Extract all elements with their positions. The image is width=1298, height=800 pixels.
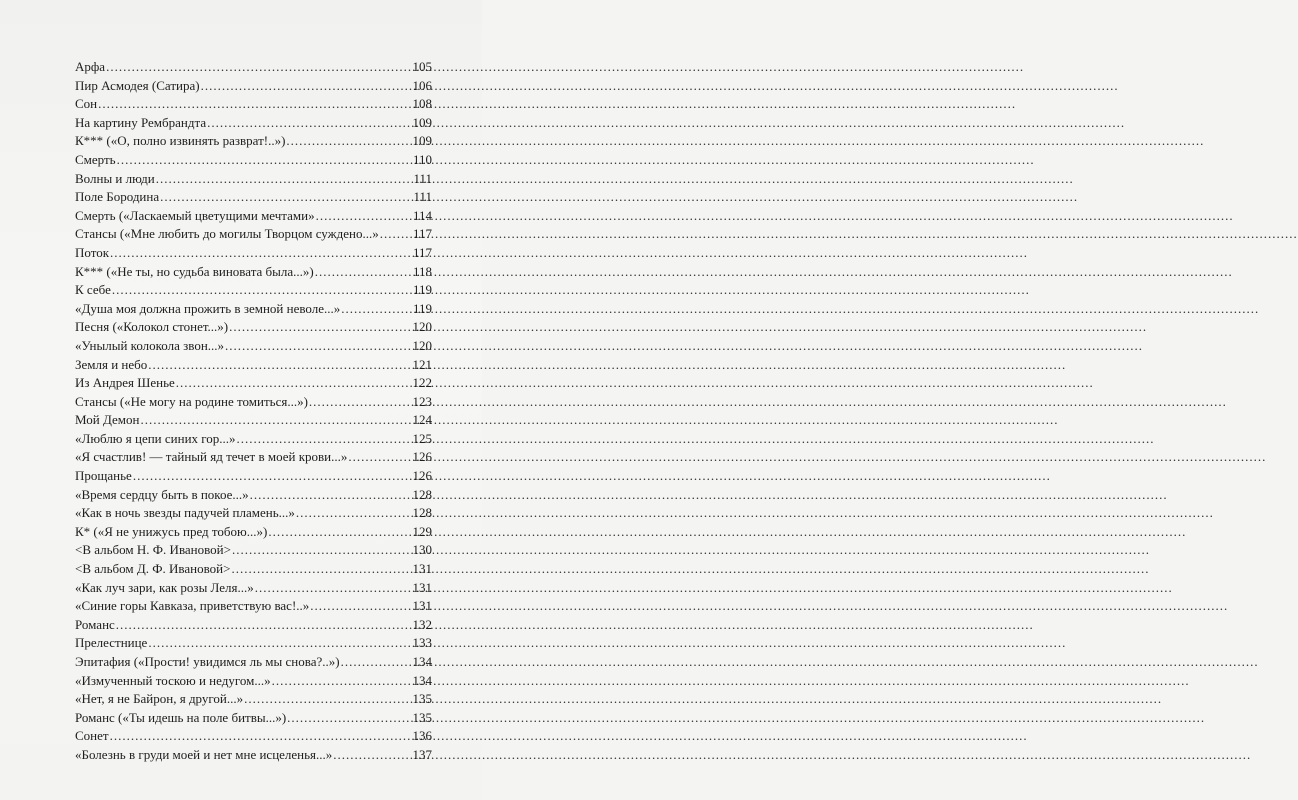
dot-leader <box>341 300 412 319</box>
toc-entry <box>75 597 432 616</box>
dot-leader <box>232 541 412 560</box>
toc-entry-title: Поле Бородина <box>75 189 160 205</box>
table-of-contents <box>75 58 432 765</box>
toc-entry <box>75 374 432 393</box>
toc-entry-title: Арфа <box>75 59 106 74</box>
toc-entry-page-number: 124 <box>412 412 432 428</box>
toc-entry-page-number: 105 <box>412 59 432 74</box>
toc-entry-page-number: 129 <box>412 523 432 539</box>
toc-entry-page-number: 114 <box>412 207 432 223</box>
toc-entry-title: Мой Демон <box>75 412 140 428</box>
dot-leader <box>110 727 412 746</box>
toc-entry <box>75 634 432 653</box>
toc-entry-page-number: 111 <box>413 189 432 205</box>
toc-entry-title: «Болезнь в груди моей и нет мне исцеленья...» <box>75 746 333 762</box>
dot-leader <box>272 672 412 691</box>
dot-leader <box>106 58 411 77</box>
toc-entry <box>75 430 432 449</box>
toc-entry-page-number: 128 <box>412 505 432 521</box>
toc-entry-page-number: 117 <box>412 226 432 242</box>
toc-entry <box>75 616 432 635</box>
toc-entry-page-number: 118 <box>412 263 432 279</box>
toc-entry-page-number: 120 <box>412 319 432 335</box>
dot-leader <box>237 430 412 449</box>
toc-entry-title: Песня («Колокол стонет...») <box>75 319 229 335</box>
dot-leader <box>380 225 412 244</box>
toc-entry-page-number: 117 <box>412 244 432 260</box>
toc-entry <box>75 300 432 319</box>
book-page <box>0 0 482 800</box>
toc-entry <box>75 411 432 430</box>
dot-leader <box>268 523 411 542</box>
dot-leader <box>225 337 411 356</box>
dot-leader <box>98 95 411 114</box>
toc-entry-title: Из Андрея Шенье <box>75 375 175 391</box>
dot-leader <box>341 653 412 672</box>
dot-leader <box>250 486 412 505</box>
toc-entry-page-number: 111 <box>413 170 432 186</box>
toc-entry-title: Эпитафия («Прости! увидимся ль мы снова?..») <box>75 654 340 669</box>
dot-leader <box>229 318 411 337</box>
toc-entry-title: <В альбом Д. Ф. Ивановой> <box>75 561 231 577</box>
toc-entry <box>75 281 432 300</box>
dot-leader <box>296 504 412 523</box>
toc-entry-page-number: 122 <box>412 375 432 391</box>
toc-entry-title: <В альбом Н. Ф. Ивановой> <box>75 542 231 558</box>
dot-leader <box>176 374 412 393</box>
toc-entry <box>75 579 432 598</box>
toc-entry-page-number: 123 <box>412 393 432 409</box>
toc-entry-page-number: 120 <box>412 337 432 353</box>
dot-leader <box>309 393 412 412</box>
toc-entry-title: Романс («Ты идешь на поле битвы...») <box>75 709 287 725</box>
toc-entry <box>75 486 432 505</box>
toc-entry <box>75 77 432 96</box>
toc-entry-title: К*** («Не ты, но судьба виновата была...») <box>75 263 314 279</box>
toc-entry <box>75 523 432 542</box>
toc-entry-title: К* («Я не унижусь пред тобою...») <box>75 523 268 539</box>
toc-entry <box>75 151 432 170</box>
toc-entry-title: «Измученный тоскою и недугом...» <box>75 672 271 688</box>
toc-entry-page-number: 137 <box>412 746 432 762</box>
dot-leader <box>207 114 411 133</box>
toc-entry-page-number: 135 <box>412 691 432 707</box>
dot-leader <box>156 170 413 189</box>
toc-entry-title: К*** («О, полно извинять разврат!..») <box>75 133 286 149</box>
toc-entry-page-number: 121 <box>412 356 432 372</box>
toc-entry-title: Земля и небо <box>75 356 148 372</box>
toc-entry-page-number: 110 <box>412 151 432 167</box>
dot-leader <box>286 132 411 151</box>
toc-entry-page-number: 135 <box>412 709 432 725</box>
toc-entry-title: Поток <box>75 244 110 260</box>
dot-leader <box>148 634 411 653</box>
toc-entry-title: «Люблю я цепи синих гор...» <box>75 430 236 446</box>
toc-entry-title: «Как в ночь звезды падучей пламень...» <box>75 505 295 521</box>
toc-entry-page-number: 133 <box>412 635 432 651</box>
dot-leader <box>140 411 411 430</box>
toc-entry-title: Смерть <box>75 151 116 167</box>
dot-leader <box>148 356 411 375</box>
toc-entry-title: Пир Асмодея (Сатира) <box>75 77 200 93</box>
toc-entry-title: «Нет, я не Байрон, я другой...» <box>75 691 244 707</box>
toc-entry-title: Сон <box>75 96 98 112</box>
toc-entry-title: Прощанье <box>75 468 132 484</box>
toc-entry-title: «Как луч зари, как розы Леля...» <box>75 579 254 595</box>
toc-entry-page-number: 109 <box>412 133 432 149</box>
toc-entry <box>75 337 432 356</box>
toc-entry <box>75 467 432 486</box>
toc-entry <box>75 672 432 691</box>
toc-entry-title: Прелестнице <box>75 635 148 651</box>
toc-entry-page-number: 126 <box>412 468 432 484</box>
toc-entry-page-number: 108 <box>412 96 432 112</box>
toc-entry-page-number: 132 <box>412 616 432 632</box>
dot-leader <box>287 709 411 728</box>
toc-entry-page-number: 131 <box>412 598 432 614</box>
toc-entry-title: «Душа моя должна прожить в земной неволе...» <box>75 300 341 316</box>
toc-entry-title: На картину Рембрандта <box>75 114 207 130</box>
toc-entry-page-number: 131 <box>412 561 432 577</box>
toc-entry <box>75 504 432 523</box>
toc-entry-page-number: 128 <box>412 486 432 502</box>
toc-entry <box>75 690 432 709</box>
toc-entry-page-number: 126 <box>412 449 432 465</box>
toc-entry <box>75 170 432 189</box>
toc-entry-title: «Я счастлив! — тайный яд течет в моей крови...» <box>75 449 348 465</box>
toc-entry <box>75 114 432 133</box>
toc-entry-title: Сонет <box>75 728 109 744</box>
toc-entry-page-number: 125 <box>412 430 432 446</box>
toc-entry <box>75 709 432 728</box>
dot-leader <box>201 77 412 96</box>
toc-entry <box>75 244 432 263</box>
dot-leader <box>117 151 412 170</box>
toc-entry <box>75 95 432 114</box>
toc-entry-title: Романс <box>75 616 115 632</box>
dot-leader <box>348 448 411 467</box>
toc-entry-page-number: 119 <box>412 300 432 316</box>
toc-entry <box>75 263 432 282</box>
toc-entry-page-number: 109 <box>412 114 432 130</box>
toc-entry-title: Волны и люди <box>75 170 155 186</box>
dot-leader <box>112 281 412 300</box>
toc-entry <box>75 132 432 151</box>
toc-entry-title: К себе <box>75 282 111 298</box>
toc-entry <box>75 560 432 579</box>
dot-leader <box>110 244 412 263</box>
dot-leader <box>244 690 411 709</box>
toc-entry <box>75 653 432 672</box>
toc-entry-page-number: 131 <box>412 579 432 595</box>
toc-entry-page-number: 106 <box>412 77 432 93</box>
toc-entry-title: Смерть («Ласкаемый цветущими мечтами» <box>75 207 315 223</box>
toc-entry-title: Стансы («Мне любить до могилы Творцом суждено...» <box>75 226 379 242</box>
toc-entry <box>75 356 432 375</box>
toc-entry-title: Стансы («Не могу на родине томиться...») <box>75 393 308 409</box>
toc-entry-page-number: 134 <box>412 672 432 688</box>
toc-entry <box>75 727 432 746</box>
dot-leader <box>231 560 411 579</box>
toc-entry-title: «Унылый колокола звон...» <box>75 337 225 353</box>
dot-leader <box>116 616 412 635</box>
toc-entry <box>75 58 432 77</box>
toc-entry <box>75 448 432 467</box>
dot-leader <box>255 579 412 598</box>
toc-entry <box>75 746 432 765</box>
toc-entry-page-number: 134 <box>412 654 432 669</box>
toc-entry-title: «Время сердцу быть в покое...» <box>75 486 249 502</box>
toc-entry <box>75 393 432 412</box>
dot-leader <box>310 597 411 616</box>
toc-entry-page-number: 130 <box>412 542 432 558</box>
toc-entry <box>75 207 432 226</box>
dot-leader <box>333 746 411 765</box>
dot-leader <box>315 263 412 282</box>
toc-entry <box>75 225 432 244</box>
toc-entry-page-number: 136 <box>412 728 432 744</box>
toc-entry-title: «Синие горы Кавказа, приветствую вас!..» <box>75 598 310 614</box>
dot-leader <box>133 467 412 486</box>
toc-entry <box>75 318 432 337</box>
toc-entry <box>75 188 432 207</box>
dot-leader <box>160 188 412 207</box>
dot-leader <box>316 207 412 226</box>
toc-entry-page-number: 119 <box>412 282 432 298</box>
toc-entry <box>75 541 432 560</box>
